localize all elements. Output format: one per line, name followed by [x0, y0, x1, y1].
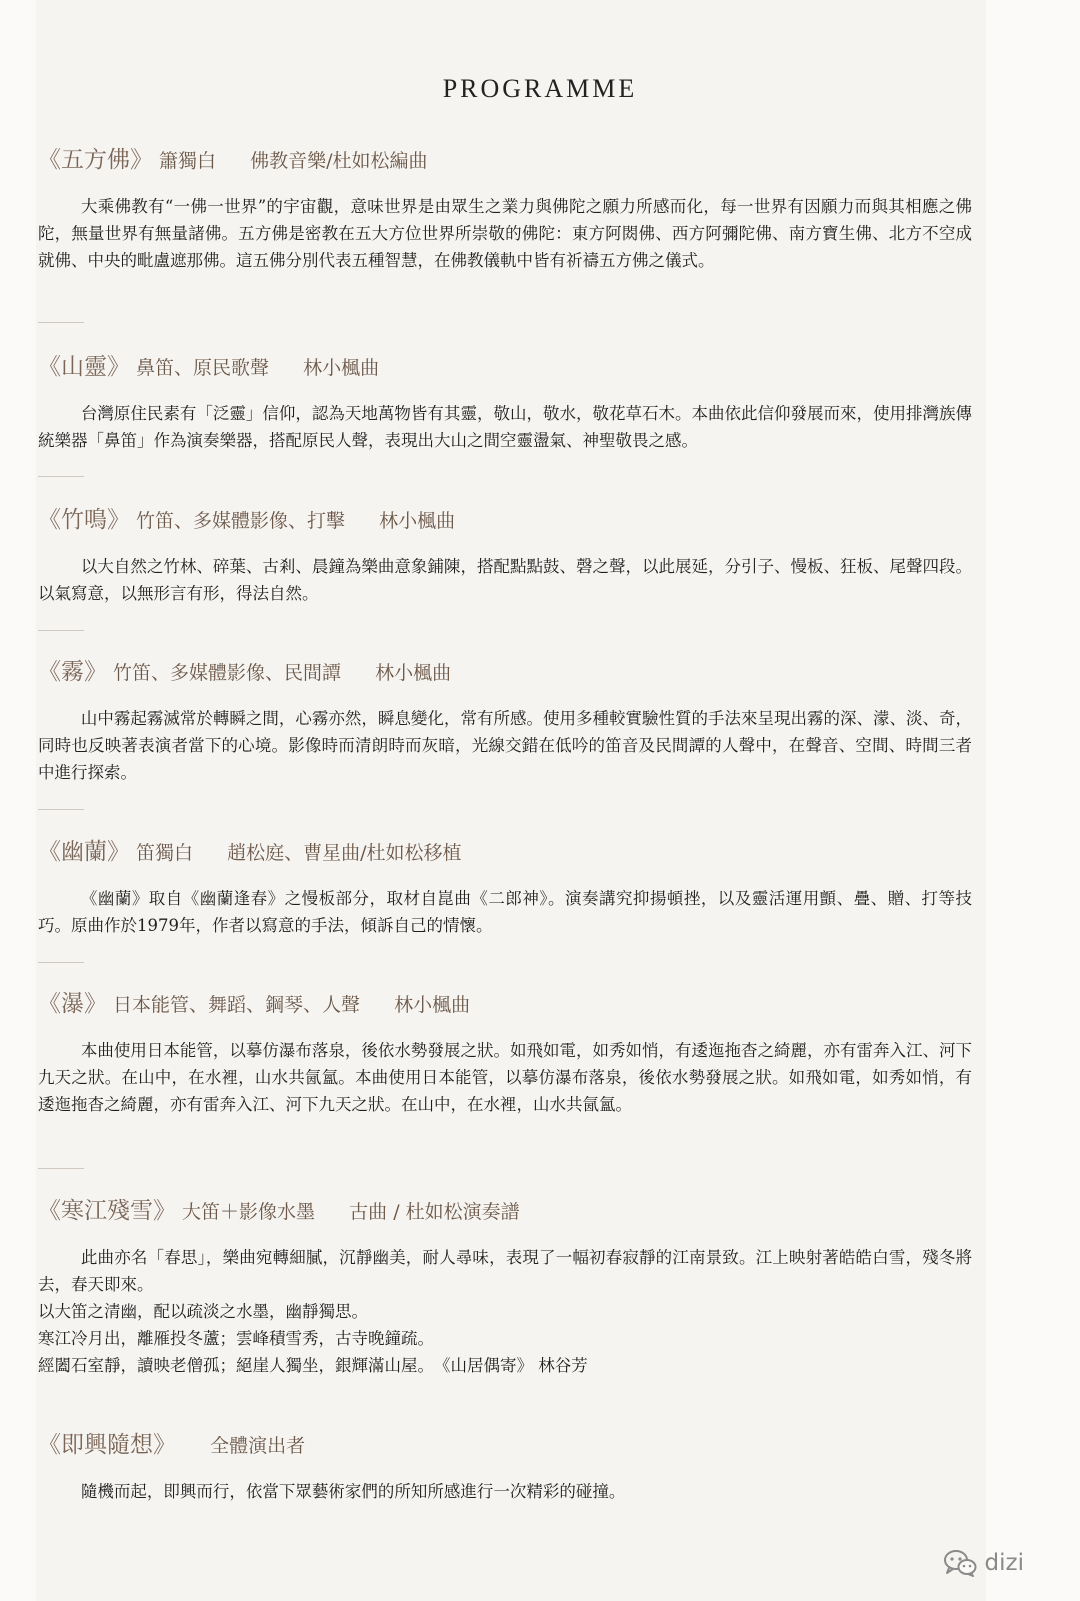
program-item — [38, 146, 978, 274]
section-divider — [38, 630, 84, 631]
piece-credit: 林小楓曲 — [375, 662, 452, 684]
piece-instrumentation: 大笛＋影像水墨 — [182, 1201, 316, 1223]
program-item-title — [38, 146, 978, 175]
page-title: PROGRAMME — [442, 74, 638, 103]
piece-name: 《竹鳴》 — [38, 507, 130, 533]
program-item — [38, 838, 978, 939]
piece-name: 《瀑》 — [38, 991, 107, 1017]
watermark-text: dizi — [984, 1550, 1024, 1576]
description-line: 寒江冷月出，離雁投冬蘆；雲峰積雪秀，古寺晚鐘疏。 — [38, 1329, 434, 1348]
piece-credit: 佛教音樂/杜如松編曲 — [250, 150, 428, 172]
piece-description: 《幽蘭》取自《幽蘭逢春》之慢板部分，取材自崑曲《二郎神》。演奏講究抑揚頓挫，以及靈活運用顫、疊、贈、打等技巧。原曲作於1979年，作者以寫意的手法，傾訴自己的情懷。 — [38, 889, 972, 935]
piece-description: 台灣原住民素有「泛靈」信仰，認為天地萬物皆有其靈，敬山，敬水，敬花草石木。本曲依此信仰發展而來，使用排灣族傳統樂器「鼻笛」作為演奏樂器，搭配原民人聲，表現出大山之間空靈盪氣、神聖敬畏之感。 — [38, 404, 972, 450]
piece-credit: 全體演出者 — [210, 1435, 306, 1457]
piece-instrumentation: 竹笛、多媒體影像、打擊 — [136, 510, 346, 532]
program-item — [38, 658, 978, 786]
section-divider — [38, 322, 84, 323]
piece-instrumentation: 鼻笛、原民歌聲 — [136, 357, 270, 379]
piece-description: 以大自然之竹林、碎葉、古剎、晨鐘為樂曲意象鋪陳，搭配點點鼓、磬之聲，以此展延，分引子、慢板、狂板、尾聲四段。以氣寫意，以無形言有形，得法自然。 — [38, 557, 972, 603]
program-item-title — [38, 353, 978, 382]
program-item-title — [38, 990, 978, 1019]
piece-description: 隨機而起，即興而行，依當下眾藝術家們的所知所感進行一次精彩的碰撞。 — [80, 1482, 626, 1501]
piece-description: 大乘佛教有“一佛一世界”的宇宙觀，意味世界是由眾生之業力與佛陀之願力所感而化，每一世界有因願力而與其相應之佛陀，無量世界有無量諸佛。五方佛是密教在五大方位世界所崇敬的佛陀：東方阿閦佛、西方阿彌陀佛、南方寶生佛、北方不空成就佛、中央的毗盧遮那佛。這五佛分別代表五種智慧，在佛教儀軌中皆有祈禱五方佛之儀式。 — [38, 197, 972, 270]
section-divider — [38, 962, 84, 963]
description-line: 以大笛之清幽，配以疏淡之水墨，幽靜獨思。 — [38, 1302, 368, 1321]
program-item — [38, 353, 978, 454]
piece-description: 山中霧起霧滅常於轉瞬之間，心霧亦然，瞬息變化，常有所感。使用多種較實驗性質的手法來呈現出霧的深、濛、淡、奇，同時也反映著表演者當下的心境。影像時而清朗時而灰暗，光線交錯在低吟的笛音及民間譚的人聲中，在聲音、空間、時間三者中進行探索。 — [38, 709, 972, 782]
piece-instrumentation: 日本能管、舞蹈、鋼琴、人聲 — [113, 994, 361, 1016]
piece-credit: 林小楓曲 — [379, 510, 456, 532]
piece-name: 《山靈》 — [38, 354, 130, 380]
section-divider — [38, 476, 84, 477]
piece-name: 《即興隨想》 — [38, 1432, 176, 1458]
piece-name: 《五方佛》 — [38, 147, 153, 173]
program-item — [38, 506, 978, 607]
piece-name: 《幽蘭》 — [38, 839, 130, 865]
program-item — [38, 1431, 978, 1505]
piece-description — [38, 1244, 978, 1379]
program-item-title — [38, 1197, 978, 1226]
piece-instrumentation: 竹笛、多媒體影像、民間譚 — [113, 662, 342, 684]
piece-name: 《霧》 — [38, 659, 107, 685]
description-line: 經闔石室靜，讀映老僧孤；絕崖人獨坐，銀輝滿山屋。 《山居偶寄》 林谷芳 — [38, 1356, 588, 1375]
program-item-title — [38, 506, 978, 535]
section-divider — [38, 809, 84, 810]
piece-instrumentation: 笛獨白 — [136, 842, 194, 864]
piece-credit: 林小楓曲 — [394, 994, 471, 1016]
piece-credit: 林小楓曲 — [303, 357, 380, 379]
piece-credit: 趙松庭、曹星曲/杜如松移植 — [227, 842, 462, 864]
piece-description: 本曲使用日本能管，以摹仿瀑布落泉，後依水勢發展之狀。如飛如電，如秀如悄，有逶迤拖杳之綺麗，亦有雷奔入江、河下九天之狀。在山中，在水裡，山水共氤氳。本曲使用日本能管，以摹仿瀑布落泉，後依水勢發展之狀。如飛如電，如秀如悄，有逶迤拖杳之綺麗，亦有雷奔入江、河下九天之狀。在山中，在水裡，山水共氤氳。 — [38, 1041, 972, 1114]
piece-credit: 古曲 / 杜如松演奏譜 — [349, 1201, 520, 1223]
piece-name: 《寒江殘雪》 — [38, 1198, 176, 1224]
program-item — [38, 990, 978, 1118]
piece-instrumentation: 簫獨白 — [159, 150, 217, 172]
program-item-title — [38, 658, 978, 687]
program-item — [38, 1197, 978, 1379]
program-item-title — [38, 1431, 978, 1460]
wechat-watermark — [943, 1549, 1024, 1577]
description-line: 此曲亦名「春思」，樂曲宛轉細膩，沉靜幽美，耐人尋味，表現了一幅初春寂靜的江南景致。江上映射著皓皓白雪，殘冬將去，春天即來。 — [38, 1248, 972, 1294]
section-divider — [38, 1168, 84, 1169]
program-item-title — [38, 838, 978, 867]
wechat-icon — [943, 1549, 977, 1577]
